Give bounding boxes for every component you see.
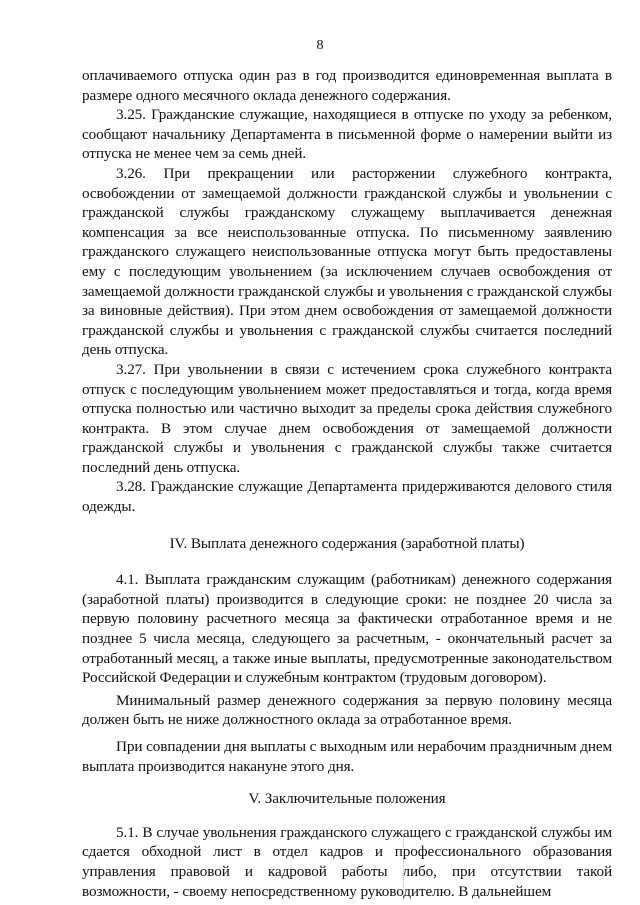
paragraph-3-26: 3.26. При прекращении или расторжении служебного контракта, освобождении от замещаемой должности гражданской службы и увольнении с гражданской службы гражданскому служащему выплачивается денежная компенсация за все неиспользованные отпуска. По письменному заявлению гражданского служащего неиспользованные отпуска могут быть предоставлены ему с последующим увольнением (за исключением случаев освобождения от замещаемой должности гражданской службы и увольнения с гражданской службы за виновные действия). При этом днем освобождения от замещаемой должности гражданской службы и увольнения с гражданской службы считается последний день отпуска. (82, 164, 612, 359)
scan-artifact-line (403, 836, 405, 896)
paragraph-3-27: 3.27. При увольнении в связи с истечением срока служебного контракта отпуск с последующим увольнением может предоставляться и тогда, когда время отпуска полностью или частично выходит за пределы срока действия служебного контракта. В этом случае днем освобождения от замещаемой должности гражданской службы и увольнения с гражданской службы также считается последний день отпуска. (82, 360, 612, 476)
page-number: 8 (316, 38, 324, 53)
section-heading-v: V. Заключительные положения (248, 790, 446, 808)
paragraph-continuation: оплачиваемого отпуска один раз в год производится единовременная выплата в размере одного месячного оклада денежного содержания. (82, 67, 612, 104)
paragraph-5-1: 5.1. В случае увольнения гражданского служащего с гражданской службы им сдается обходной лист в отдел кадров и профессионального образования управления правовой и кадровой работы либо, при отсутствии такой возможности, - своему непосредственному руководителю. В дальнейшем (82, 823, 612, 900)
paragraph-3-25: 3.25. Гражданские служащие, находящиеся в отпуске по уходу за ребенком, сообщают начальнику Департамента в письменной форме о намерении выйти из отпуска не менее чем за семь дней. (82, 106, 612, 163)
paragraph-minimum-salary: Минимальный размер денежного содержания за первую половину месяца должен быть не ниже должностного оклада за отработанное время. (82, 691, 612, 729)
paragraph-payment-coincidence: При совпадении дня выплаты с выходным или нерабочим праздничным днем выплата производится накануне этого дня. (82, 738, 612, 775)
paragraph-4-1: 4.1. Выплата гражданским служащим (работникам) денежного содержания (заработной платы) производится в следующие сроки: не позднее 20 числа за первую половину расчетного месяца за фактически отработанное время и не позднее 5 числа месяца, следующего за расчетным, - окончательный расчет за отработанный месяц, а также иные выплаты, предусмотренные законодательством Российской Федерации и служебным контрактом (трудовым договором). (82, 571, 612, 687)
document-body (82, 66, 612, 901)
paragraph-3-28: 3.28. Гражданские служащие Департамента придерживаются делового стиля одежды. (82, 478, 612, 516)
section-heading-iv: IV. Выплата денежного содержания (заработной платы) (169, 534, 525, 552)
